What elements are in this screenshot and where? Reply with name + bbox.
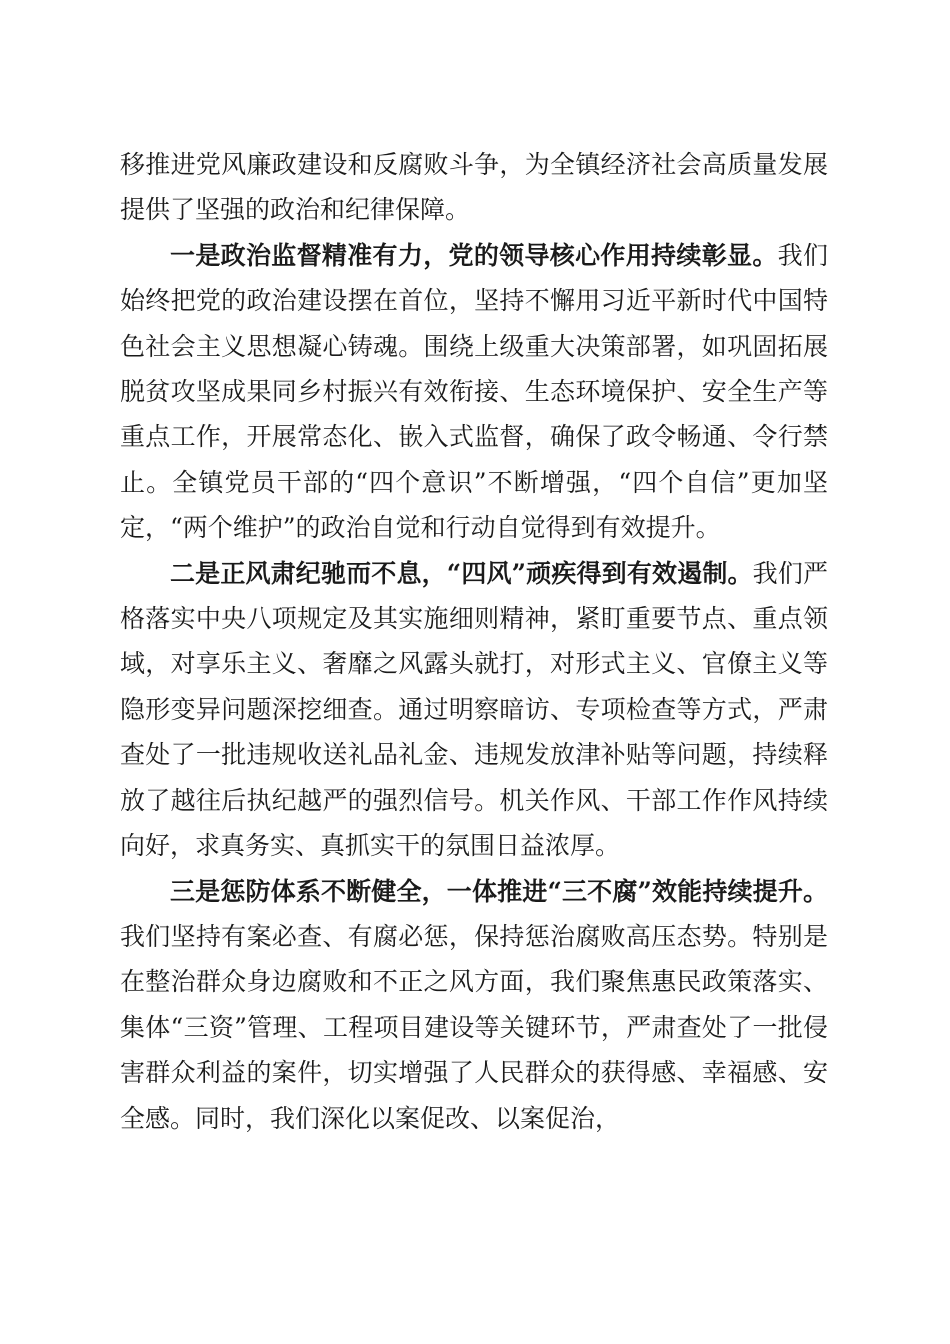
paragraph-lead: 二是正风肃纪驰而不息，“四风”顽疾得到有效遏制。 [170,558,753,588]
paragraph-prevention-system [120,869,828,1141]
document-body [120,142,828,1141]
paragraph-continuation [120,142,828,233]
paragraph-body: 我们严格落实中央八项规定及其实施细则精神，紧盯重要节点、重点领域，对享乐主义、奢靡之风露头就打，对形式主义、官僚主义等隐形变异问题深挖细查。通过明察暗访、专项检查等方式，严肃查处了一批违规收送礼品礼金、违规发放津补贴等问题，持续释放了越往后执纪越严的强烈信号。机关作风、干部工作作风持续向好，求真务实、真抓实干的氛围日益浓厚。 [120,558,828,861]
paragraph-discipline [120,551,828,869]
paragraph-political-supervision [120,233,828,551]
paragraph-body: 我们坚持有案必查、有腐必惩，保持惩治腐败高压态势。特别是在整治群众身边腐败和不正之风方面，我们聚焦惠民政策落实、集体“三资”管理、工程项目建设等关键环节，严肃查处了一批侵害群众利益的案件，切实增强了人民群众的获得感、幸福感、安全感。同时，我们深化以案促改、以案促治， [120,921,828,1133]
paragraph-body: 我们始终把党的政治建设摆在首位，坚持不懈用习近平新时代中国特色社会主义思想凝心铸魂。围绕上级重大决策部署，如巩固拓展脱贫攻坚成果同乡村振兴有效衔接、生态环境保护、安全生产等重点工作，开展常态化、嵌入式监督，确保了政令畅通、令行禁止。全镇党员干部的“四个意识”不断增强，“四个自信”更加坚定，“两个维护”的政治自觉和行动自觉得到有效提升。 [120,240,828,543]
paragraph-lead: 三是惩防体系不断健全，一体推进“三不腐”效能持续提升。 [170,876,828,906]
paragraph-lead: 一是政治监督精准有力，党的领导核心作用持续彰显。 [170,240,778,270]
paragraph-body: 移推进党风廉政建设和反腐败斗争，为全镇经济社会高质量发展提供了坚强的政治和纪律保障。 [120,150,828,225]
